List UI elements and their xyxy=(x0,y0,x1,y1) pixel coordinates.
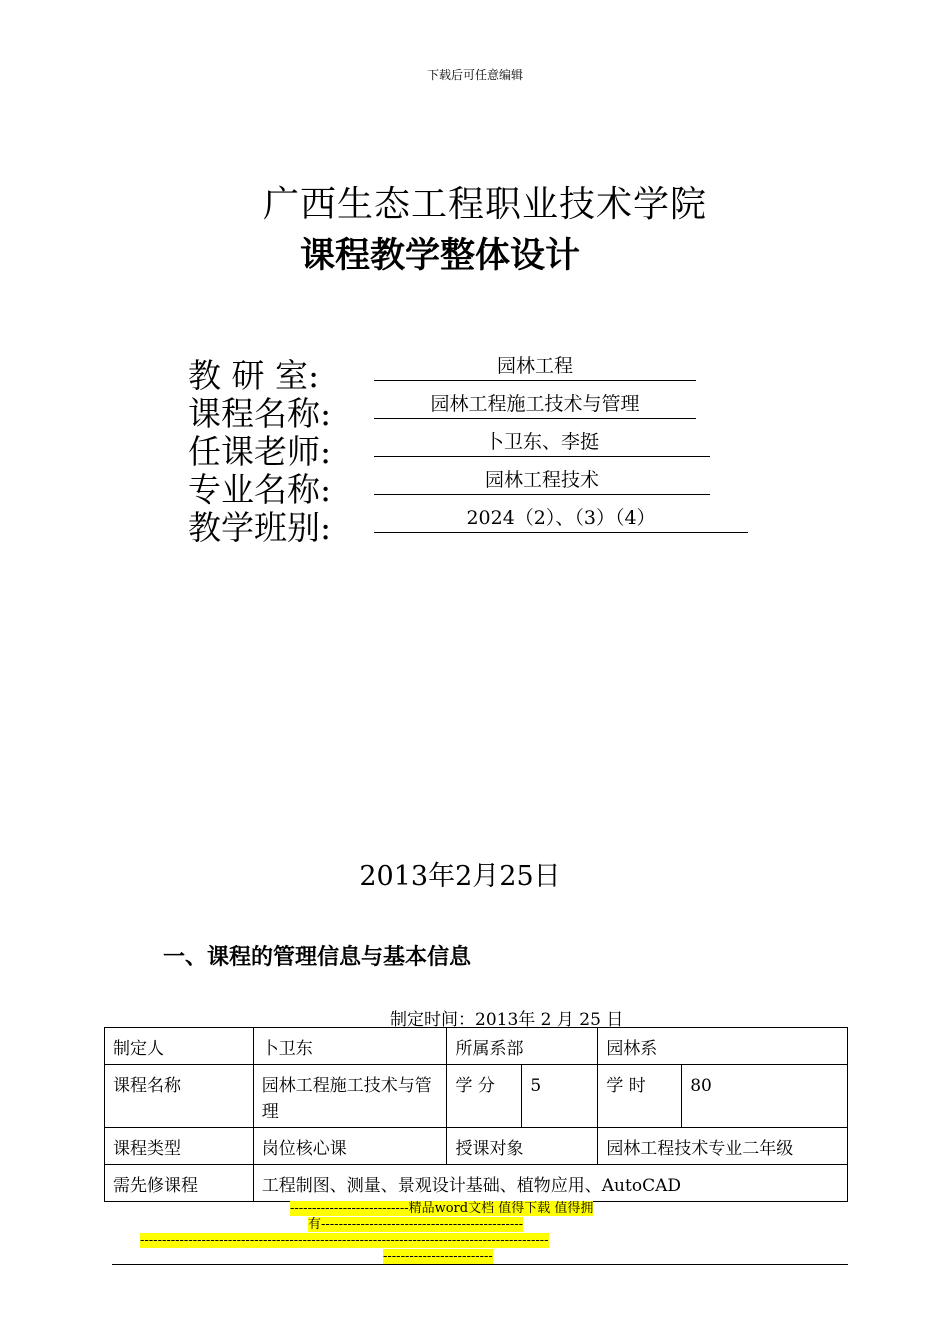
field-value: 园林工程 xyxy=(374,352,696,381)
table-cell: 5 xyxy=(522,1065,598,1128)
field-value: 园林工程施工技术与管理 xyxy=(374,390,696,419)
footer-watermark xyxy=(140,1201,850,1265)
table-cell: 80 xyxy=(682,1065,848,1128)
table-cell: 学 时 xyxy=(598,1065,682,1128)
field-label: 课程名称: xyxy=(188,394,332,433)
table-row xyxy=(105,1165,848,1202)
footer-rule xyxy=(112,1264,848,1265)
college-name: 广西生态工程职业技术学院 xyxy=(262,184,707,225)
table-row xyxy=(105,1028,848,1065)
field-value: 园林工程技术 xyxy=(374,466,710,495)
table-cell: 所属系部 xyxy=(447,1028,598,1065)
footer-line: ------------------------- xyxy=(383,1249,493,1264)
table-cell: 学 分 xyxy=(447,1065,522,1128)
field-value: 2024（2）、（3）（4） xyxy=(374,504,748,533)
table-cell: 需先修课程 xyxy=(105,1165,254,1202)
header-note: 下载后可任意编辑 xyxy=(426,68,523,82)
course-info-table xyxy=(104,1027,848,1202)
table-cell: 园林系 xyxy=(598,1028,848,1065)
field-value: 卜卫东、李挺 xyxy=(374,428,710,457)
table-cell: 课程类型 xyxy=(105,1128,254,1165)
document-title: 课程教学整体设计 xyxy=(300,236,581,276)
table-cell: 制定人 xyxy=(105,1028,254,1065)
field-label: 任课老师: xyxy=(188,432,332,471)
table-row xyxy=(105,1128,848,1165)
field-label: 教学班别: xyxy=(188,508,332,547)
table-cell: 工程制图、测量、景观设计基础、植物应用、AutoCAD xyxy=(253,1165,847,1202)
field-label: 教 研 室: xyxy=(188,356,320,395)
made-time: 制定时间：2013年 2 月 25 日 xyxy=(390,1010,624,1030)
table-row xyxy=(105,1065,848,1128)
table-cell: 园林工程技术专业二年级 xyxy=(598,1128,848,1165)
section-title: 一、课程的管理信息与基本信息 xyxy=(163,945,472,970)
table-cell: 岗位核心课 xyxy=(253,1128,447,1165)
document-date: 2013年2月25日 xyxy=(359,861,561,892)
table-cell: 课程名称 xyxy=(105,1065,254,1128)
table-cell: 卜卫东 xyxy=(253,1028,447,1065)
table-cell: 园林工程施工技术与管理 xyxy=(253,1065,447,1128)
footer-line: ---------------------------精品word文档 值得下载 值得拥 xyxy=(290,1201,594,1216)
table-cell: 授课对象 xyxy=(447,1128,598,1165)
field-label: 专业名称: xyxy=(188,470,332,509)
footer-line: 有---------------------------------------------- xyxy=(308,1217,524,1232)
footer-line: --------------------------------------------------------------------------------------------- xyxy=(140,1233,549,1248)
